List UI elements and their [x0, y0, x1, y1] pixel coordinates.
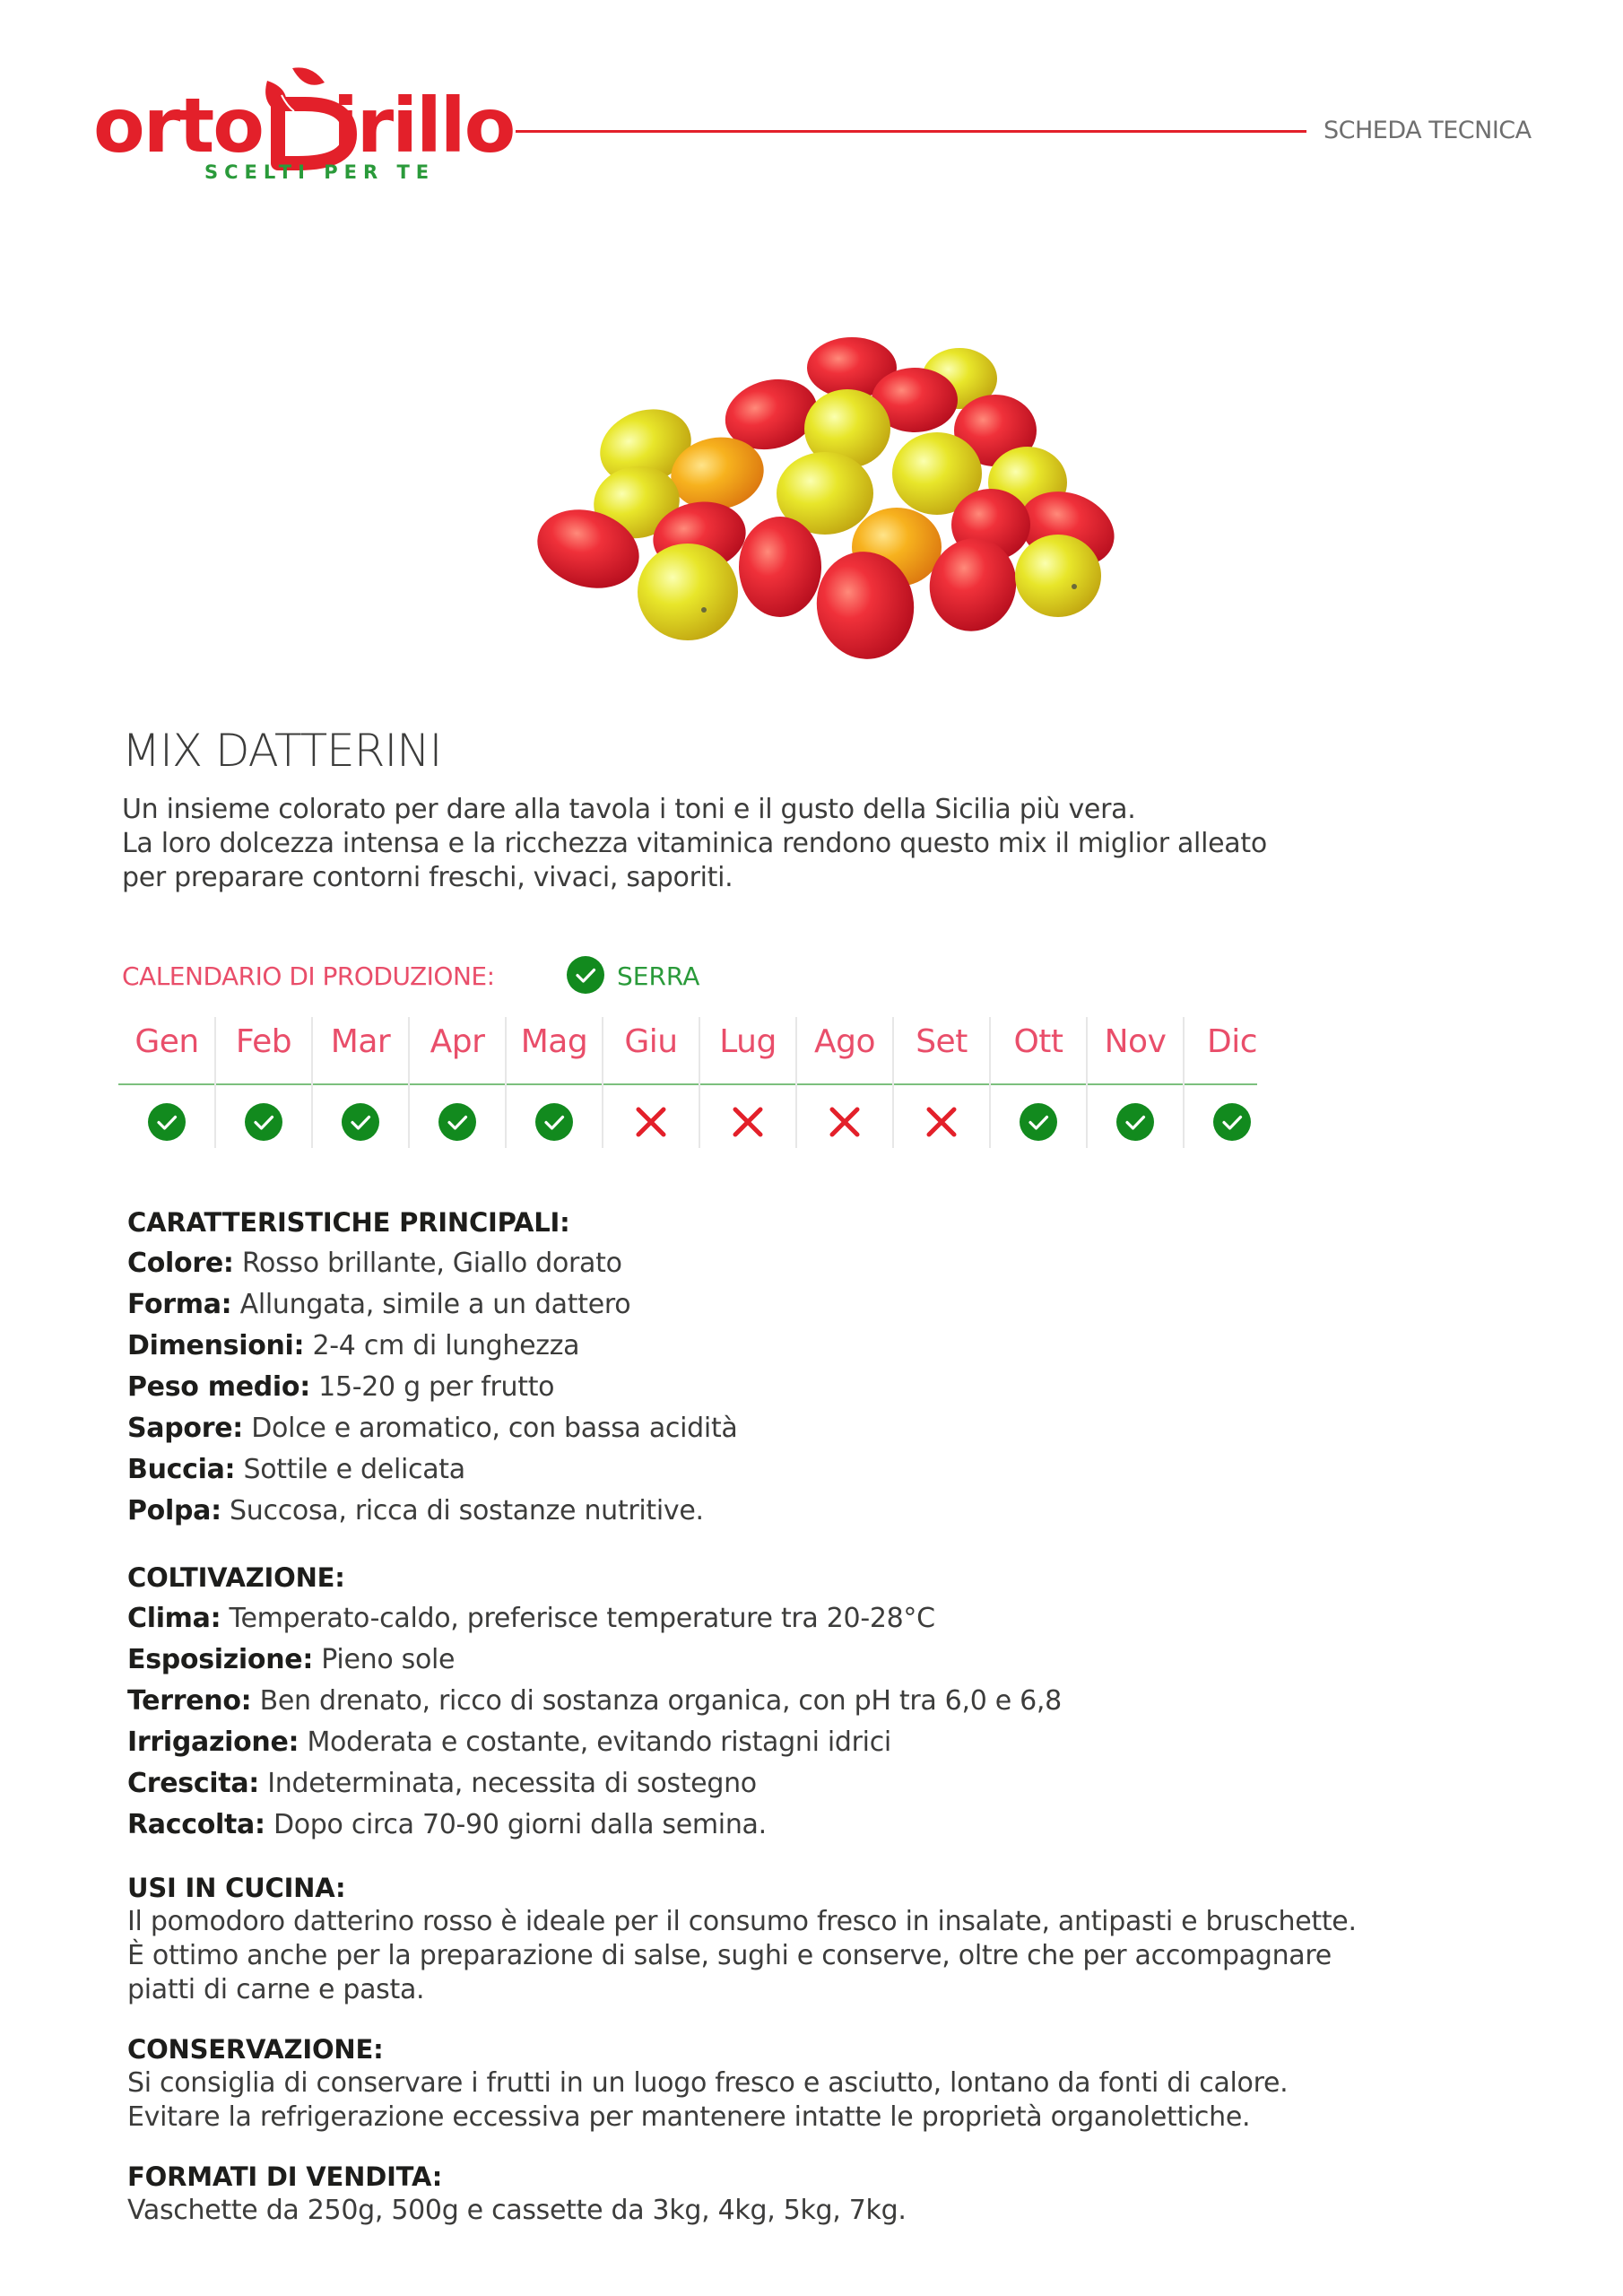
section-title: FORMATI DI VENDITA: — [127, 2161, 443, 2192]
calendar-column-separator — [408, 1017, 410, 1148]
spec-key: Terreno: — [127, 1685, 252, 1717]
formati-section — [127, 2160, 1472, 2228]
check-circle-icon — [535, 1103, 573, 1141]
coltivazione-section — [127, 1557, 1472, 1846]
calendar-column-separator — [892, 1017, 894, 1148]
description-line: Un insieme colorato per dare alla tavola i toni e il gusto della Sicilia più vera. — [122, 794, 1136, 825]
section-title: USI IN CUCINA: — [127, 1873, 346, 1903]
spec-value: Moderata e costante, evitando ristagni idrici — [307, 1726, 891, 1758]
calendar-column-separator — [214, 1017, 216, 1148]
product-description — [122, 793, 1359, 895]
cross-icon — [923, 1103, 960, 1141]
check-circle-icon — [148, 1103, 186, 1141]
check-circle-icon — [438, 1103, 476, 1141]
calendar-month-dic — [1184, 1017, 1280, 1148]
spec-value: Rosso brillante, Giallo dorato — [241, 1248, 622, 1279]
section-title: COLTIVAZIONE: — [127, 1562, 345, 1593]
month-label: Mar — [330, 1023, 391, 1060]
month-label: Apr — [430, 1023, 485, 1060]
check-circle-icon — [567, 956, 604, 994]
spec-row — [127, 1491, 1472, 1532]
calendar-column-separator — [505, 1017, 507, 1148]
calendar-column-separator — [699, 1017, 700, 1148]
paragraph-line: piatti di carne e pasta. — [127, 1974, 425, 2005]
paragraph-line: Si consiglia di conservare i frutti in un luogo fresco e asciutto, lontano da fonti di calore. — [127, 2067, 1289, 2099]
cross-icon — [632, 1103, 670, 1141]
spec-row — [127, 1681, 1472, 1722]
specifications — [127, 1202, 1472, 2253]
document-type-label: SCHEDA TECNICA — [1324, 117, 1532, 144]
brand-wordmark-right: irillo — [333, 82, 515, 170]
tomatoes-image — [529, 332, 1121, 682]
paragraph-line: Vaschette da 250g, 500g e cassette da 3kg, 4kg, 5kg, 7kg. — [127, 2195, 907, 2226]
header-divider — [516, 130, 1306, 133]
month-label: Set — [916, 1023, 968, 1060]
calendar-column-separator — [602, 1017, 603, 1148]
check-circle-icon — [1116, 1103, 1154, 1141]
month-label: Dic — [1206, 1023, 1257, 1060]
production-calendar-label: CALENDARIO DI PRODUZIONE: — [122, 961, 495, 991]
month-label: Feb — [235, 1023, 292, 1060]
calendar-month-ott — [990, 1017, 1087, 1148]
spec-row — [127, 1598, 1472, 1639]
spec-row — [127, 1639, 1472, 1681]
calendar-month-mar — [312, 1017, 409, 1148]
calendar-month-giu — [603, 1017, 699, 1148]
spec-key: Dimensioni: — [127, 1330, 305, 1361]
calendar-month-ago — [796, 1017, 893, 1148]
paragraph-line: Il pomodoro datterino rosso è ideale per il consumo fresco in insalate, antipasti e bruschette. — [127, 1906, 1357, 1937]
description-line: per preparare contorni freschi, vivaci, saporiti. — [122, 862, 733, 893]
spec-value: 2-4 cm di lunghezza — [312, 1330, 580, 1361]
spec-value: Dopo circa 70-90 giorni dalla semina. — [273, 1809, 767, 1840]
calendar-month-set — [893, 1017, 990, 1148]
spec-row — [127, 1408, 1472, 1449]
month-label: Giu — [624, 1023, 678, 1060]
spec-key: Forma: — [127, 1289, 232, 1320]
calendar-month-nov — [1087, 1017, 1184, 1148]
check-circle-icon — [1213, 1103, 1251, 1141]
production-calendar — [118, 1017, 1259, 1148]
calendar-column-separator — [311, 1017, 313, 1148]
spec-key: Sapore: — [127, 1413, 243, 1444]
calendar-column-separator — [795, 1017, 797, 1148]
spec-value: Sottile e delicata — [243, 1454, 465, 1485]
calendar-month-apr — [409, 1017, 506, 1148]
calendar-column-separator — [989, 1017, 991, 1148]
spec-key: Polpa: — [127, 1495, 221, 1526]
cross-icon — [826, 1103, 864, 1141]
spec-row — [127, 1284, 1472, 1326]
section-title: CARATTERISTICHE PRINCIPALI: — [127, 1207, 570, 1238]
month-label: Lug — [719, 1023, 777, 1060]
description-line: La loro dolcezza intensa e la ricchezza vitaminica rendono questo mix il miglior alleato — [122, 828, 1267, 859]
spec-key: Esposizione: — [127, 1644, 314, 1675]
spec-value: Temperato-caldo, preferisce temperature tra 20-28°C — [229, 1603, 935, 1634]
legend-serra-label: SERRA — [617, 961, 700, 991]
spec-row — [127, 1326, 1472, 1367]
product-title: MIX DATTERINI — [122, 725, 442, 777]
calendar-column-separator — [1086, 1017, 1088, 1148]
spec-key: Raccolta: — [127, 1809, 265, 1840]
brand-wordmark-left: orto — [93, 82, 263, 170]
spec-row — [127, 1449, 1472, 1491]
spec-row — [127, 1243, 1472, 1284]
spec-key: Peso medio: — [127, 1371, 310, 1403]
brand-logo — [93, 63, 515, 188]
spec-row — [127, 1367, 1472, 1408]
month-label: Mag — [520, 1023, 588, 1060]
section-title: CONSERVAZIONE: — [127, 2034, 384, 2065]
cross-icon — [729, 1103, 767, 1141]
spec-key: Colore: — [127, 1248, 234, 1279]
brand-tagline: SCELTI PER TE — [204, 161, 436, 183]
spec-value: Succosa, ricca di sostanze nutritive. — [230, 1495, 704, 1526]
month-label: Gen — [135, 1023, 199, 1060]
caratteristiche-section — [127, 1202, 1472, 1532]
calendar-month-feb — [215, 1017, 312, 1148]
paragraph-line: Evitare la refrigerazione eccessiva per mantenere intatte le proprietà organolettiche. — [127, 2101, 1251, 2133]
month-label: Ott — [1013, 1023, 1063, 1060]
paragraph-line: È ottimo anche per la preparazione di salse, sughi e conserve, oltre che per accompagnare — [127, 1940, 1332, 1971]
calendar-column-separator — [1183, 1017, 1185, 1148]
spec-key: Buccia: — [127, 1454, 236, 1485]
spec-value: Dolce e aromatico, con bassa acidità — [251, 1413, 738, 1444]
check-circle-icon — [245, 1103, 282, 1141]
spec-key: Clima: — [127, 1603, 221, 1634]
check-circle-icon — [1020, 1103, 1057, 1141]
spec-value: 15-20 g per frutto — [318, 1371, 555, 1403]
spec-value: Ben drenato, ricco di sostanza organica, con pH tra 6,0 e 6,8 — [259, 1685, 1062, 1717]
conservazione-section — [127, 2032, 1472, 2135]
spec-value: Pieno sole — [321, 1644, 456, 1675]
spec-value: Allungata, simile a un dattero — [239, 1289, 631, 1320]
spec-key: Irrigazione: — [127, 1726, 299, 1758]
calendar-month-lug — [699, 1017, 796, 1148]
calendar-month-mag — [506, 1017, 603, 1148]
spec-row — [127, 1722, 1472, 1763]
spec-row — [127, 1805, 1472, 1846]
calendar-month-gen — [118, 1017, 215, 1148]
month-label: Nov — [1104, 1023, 1167, 1060]
spec-row — [127, 1763, 1472, 1805]
check-circle-icon — [342, 1103, 379, 1141]
spec-value: Indeterminata, necessita di sostegno — [267, 1768, 757, 1799]
usi-section — [127, 1871, 1472, 2007]
spec-key: Crescita: — [127, 1768, 259, 1799]
month-label: Ago — [813, 1023, 875, 1060]
